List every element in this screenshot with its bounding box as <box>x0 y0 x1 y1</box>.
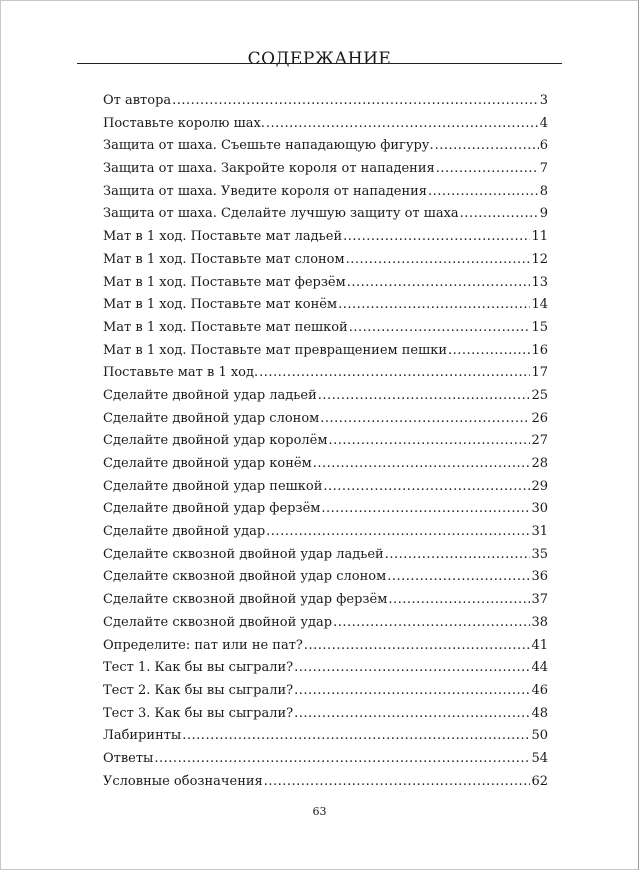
toc-entry-page: 11 <box>531 229 548 245</box>
toc-dot-leader <box>460 203 539 226</box>
toc-entry-title: Тест 3. Как бы вы сыграли? <box>103 705 294 721</box>
toc-dot-leader <box>266 521 530 544</box>
toc-entry-page: 31 <box>531 524 548 540</box>
toc-entry <box>103 612 548 635</box>
toc-entry-title: Сделайте двойной удар <box>103 524 266 540</box>
toc-dot-leader <box>294 703 530 726</box>
toc-entry-title: Сделайте двойной удар конём <box>103 456 312 471</box>
toc-entry-page: 30 <box>531 501 548 517</box>
toc-dot-leader <box>387 566 530 589</box>
toc-entry-page: 6 <box>539 138 548 154</box>
toc-entry <box>103 680 548 703</box>
toc-entry-title: Тест 1. Как бы вы сыграли? <box>103 660 294 676</box>
toc-entry <box>103 657 548 680</box>
toc-entry-title: Сделайте двойной удар слоном <box>103 410 320 426</box>
toc-entry <box>103 589 548 612</box>
toc-entry-title: Мат в 1 ход. Поставьте мат пешкой <box>103 319 348 335</box>
toc-entry <box>103 703 548 726</box>
toc-entry <box>103 635 548 658</box>
toc-entry-page: 16 <box>531 342 548 358</box>
toc-dot-leader <box>259 362 530 385</box>
toc-dot-leader <box>347 272 531 295</box>
toc-entry-page: 26 <box>531 410 548 426</box>
toc-entry-page: 3 <box>539 93 548 108</box>
toc-entry <box>103 249 548 272</box>
toc-entry-page: 46 <box>531 682 548 698</box>
toc-dot-leader <box>266 113 539 136</box>
toc-entry <box>103 340 548 363</box>
toc-dot-leader <box>321 498 530 521</box>
toc-entry-title: Сделайте двойной удар пешкой <box>103 478 323 494</box>
toc-dot-leader <box>313 453 531 476</box>
toc-entry-page: 50 <box>531 728 548 744</box>
toc-dot-leader <box>428 181 539 204</box>
toc-entry-title: Сделайте двойной удар ладьей <box>103 387 317 403</box>
toc-entry <box>103 453 548 476</box>
toc-dot-leader <box>323 476 530 499</box>
toc-entry-page: 17 <box>531 365 548 381</box>
toc-entry-page: 12 <box>531 251 548 267</box>
toc-dot-leader <box>338 294 530 317</box>
toc-entry-page: 14 <box>531 297 548 313</box>
page-title: СОДЕРЖАНИЕ <box>247 49 392 70</box>
toc-entry-page: 13 <box>531 274 548 290</box>
toc-dot-leader <box>264 771 531 794</box>
title-divider <box>77 63 562 64</box>
toc-entry-page: 8 <box>539 183 548 199</box>
toc-entry-title: Поставьте мат в 1 ход. <box>103 365 259 381</box>
toc-entry <box>103 476 548 499</box>
toc-entry-title: Сделайте двойной удар ферзём <box>103 501 321 517</box>
toc-dot-leader <box>172 90 539 113</box>
toc-dot-leader <box>448 340 530 363</box>
toc-entry-page: 4 <box>539 115 548 131</box>
toc-dot-leader <box>294 657 530 680</box>
toc-entry-page: 41 <box>531 637 548 653</box>
toc-entry-page: 25 <box>531 387 548 403</box>
toc-entry-page: 54 <box>531 750 548 766</box>
toc-entry-page: 38 <box>531 614 548 630</box>
toc-entry-page: 62 <box>531 773 548 789</box>
toc-entry <box>103 158 548 181</box>
toc-dot-leader <box>320 408 530 431</box>
toc-entry <box>103 544 548 567</box>
toc-entry <box>103 90 548 113</box>
toc-entry-title: Защита от шаха. Уведите короля от нападения <box>103 183 428 199</box>
toc-entry-title: Защита от шаха. Сделайте лучшую защиту от шаха <box>103 206 459 222</box>
toc-entry-title: Условные обозначения <box>103 773 263 789</box>
toc-entry-title: Мат в 1 ход. Поставьте мат ладьей <box>103 229 343 245</box>
toc-entry <box>103 385 548 408</box>
toc-entry <box>103 181 548 204</box>
toc-entry <box>103 521 548 544</box>
toc-dot-leader <box>385 544 531 567</box>
toc-entry <box>103 748 548 771</box>
toc-entry <box>103 498 548 521</box>
toc-entry <box>103 408 548 431</box>
toc-dot-leader <box>318 385 531 408</box>
toc-dot-leader <box>304 635 531 658</box>
toc-entry-page: 36 <box>531 569 548 585</box>
toc-dot-leader <box>328 430 530 453</box>
toc-dot-leader <box>349 317 531 340</box>
toc-entry-title: Мат в 1 ход. Поставьте мат слоном <box>103 251 345 267</box>
toc-entry-title: Защита от шаха. Съешьте нападающую фигуру. <box>103 138 434 154</box>
toc-entry <box>103 203 548 226</box>
toc-dot-leader <box>343 226 530 249</box>
toc-entry <box>103 566 548 589</box>
toc-entry <box>103 430 548 453</box>
toc-entry <box>103 113 548 136</box>
toc-entry-title: Ответы <box>103 750 154 766</box>
toc-entry-page: 44 <box>531 660 548 676</box>
toc-entry <box>103 272 548 295</box>
toc-entry <box>103 771 548 794</box>
toc-dot-leader <box>346 249 531 272</box>
toc-entry-title: Защита от шаха. Закройте короля от нападения <box>103 161 435 177</box>
toc-entry-title: Мат в 1 ход. Поставьте мат превращением пешки <box>103 342 448 358</box>
toc-entry <box>103 135 548 158</box>
toc-entry-title: Определите: пат или не пат? <box>103 637 303 653</box>
toc-entry-title: От автора <box>103 93 172 108</box>
toc-entry-title: Тест 2. Как бы вы сыграли? <box>103 682 294 698</box>
toc-dot-leader <box>294 680 530 703</box>
page-number: 63 <box>312 805 327 818</box>
toc-entry-title: Сделайте сквозной двойной удар слоном <box>103 569 387 585</box>
toc-entry-page: 48 <box>531 705 548 721</box>
toc-entry-page: 37 <box>531 592 548 608</box>
toc-entry <box>103 362 548 385</box>
toc-dot-leader <box>182 725 530 748</box>
toc-entry <box>103 294 548 317</box>
toc-entry <box>103 226 548 249</box>
toc-entry-title: Лабиринты <box>103 728 182 744</box>
toc-entry <box>103 317 548 340</box>
toc-entry-page: 9 <box>539 206 548 222</box>
toc-dot-leader <box>435 135 539 158</box>
toc-entry-title: Сделайте сквозной двойной удар ладьей <box>103 546 384 562</box>
toc-entry-page: 27 <box>531 433 548 449</box>
toc-entry-title: Поставьте королю шах. <box>103 115 265 131</box>
toc-entry-page: 35 <box>531 546 548 562</box>
table-of-contents <box>103 90 548 793</box>
toc-dot-leader <box>436 158 539 181</box>
toc-entry-title: Сделайте двойной удар королём <box>103 433 328 449</box>
toc-entry-page: 29 <box>531 478 548 494</box>
toc-dot-leader <box>154 748 530 771</box>
toc-entry-title: Мат в 1 ход. Поставьте мат конём <box>103 297 338 313</box>
toc-entry-page: 15 <box>531 319 548 335</box>
toc-entry-page: 28 <box>531 456 548 471</box>
toc-entry-title: Сделайте сквозной двойной удар <box>103 614 333 630</box>
toc-entry-page: 7 <box>539 161 548 177</box>
toc-dot-leader <box>388 589 530 612</box>
toc-entry-title: Сделайте сквозной двойной удар ферзём <box>103 592 388 608</box>
toc-dot-leader <box>333 612 530 635</box>
toc-entry-title: Мат в 1 ход. Поставьте мат ферзём <box>103 274 346 290</box>
toc-entry <box>103 725 548 748</box>
